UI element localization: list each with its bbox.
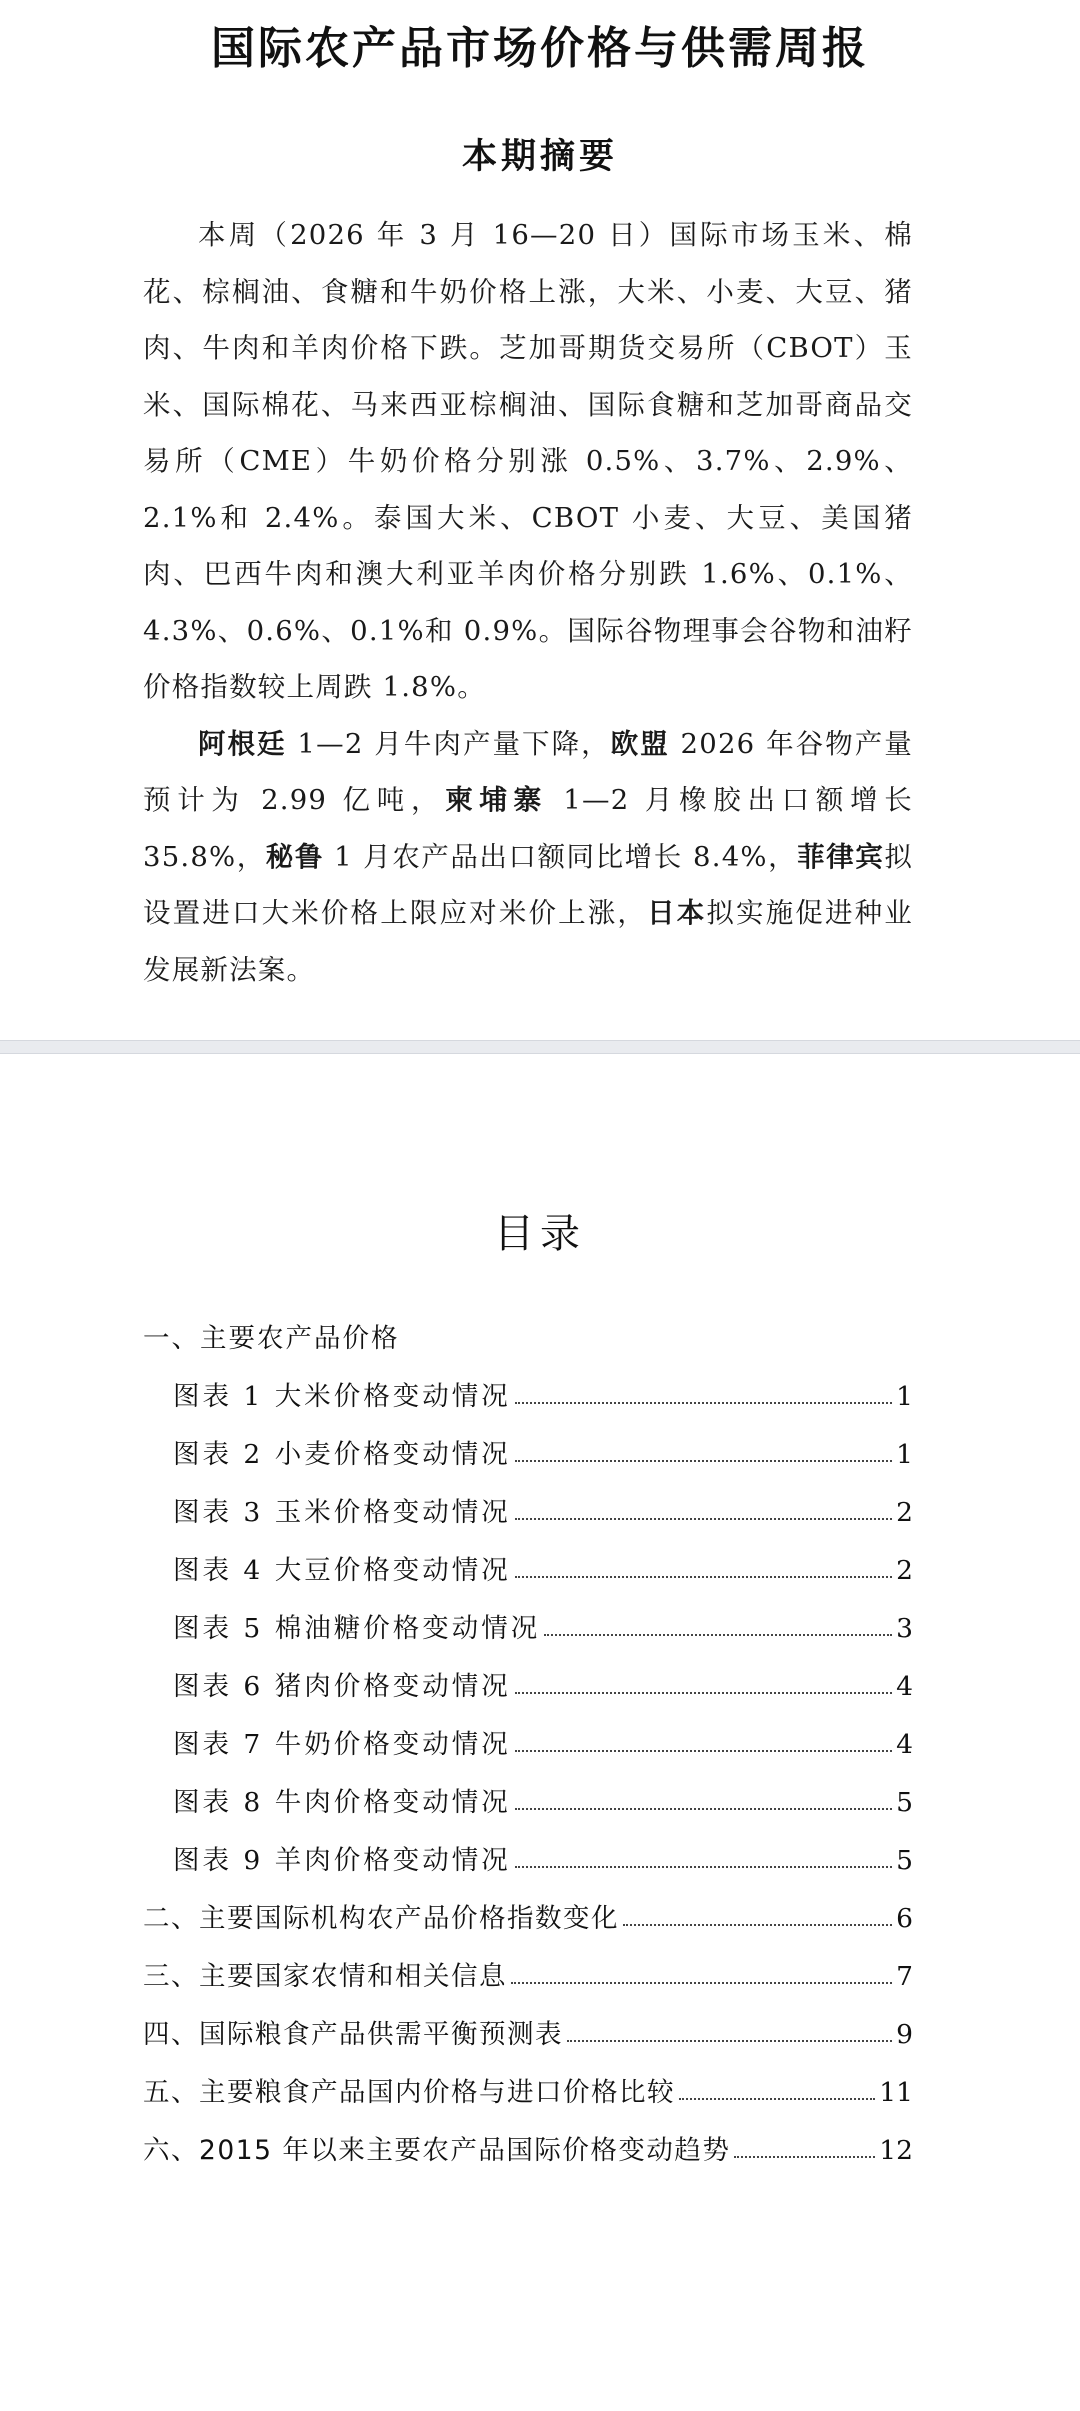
toc-leader: [734, 2156, 875, 2158]
toc-leader: [515, 1692, 892, 1694]
toc-page-number: 5: [896, 1845, 913, 1876]
toc-figure-1[interactable]: [143, 1368, 913, 1426]
toc-leader: [515, 1808, 892, 1810]
text-argentina: 1—2 月牛肉产量下降，: [286, 727, 611, 760]
toc-figure-8[interactable]: [143, 1774, 913, 1832]
page-separator: [0, 1040, 1080, 1054]
toc-page-number: 1: [896, 1439, 913, 1470]
toc-section-3[interactable]: [143, 1948, 913, 2006]
country-peru: 秘鲁: [265, 840, 324, 873]
table-of-contents: [143, 1310, 913, 2180]
country-eu: 欧盟: [610, 727, 670, 760]
toc-leader: [515, 1402, 892, 1404]
toc-leader: [544, 1634, 892, 1636]
toc-leader: [515, 1518, 892, 1520]
country-cambodia: 柬埔寨: [445, 784, 548, 816]
summary-body: [143, 207, 913, 998]
toc-leader: [511, 1982, 892, 1984]
toc-leader: [567, 2040, 892, 2042]
toc-figure-6[interactable]: [143, 1658, 913, 1716]
toc-entry-label: 图表 4 大豆价格变动情况: [173, 1555, 511, 1586]
toc-figure-4[interactable]: [143, 1542, 913, 1600]
toc-entry-label: 图表 9 羊肉价格变动情况: [173, 1845, 511, 1876]
summary-paragraph-1: 本周（2026 年 3 月 16—20 日）国际市场玉米、棉花、棕榈油、食糖和牛奶价格上涨，大米、小麦、大豆、猪肉、牛肉和羊肉价格下跌。芝加哥期货交易所（CBOT）玉米、国际棉花、马来西亚棕榈油、国际食糖和芝加哥商品交易所（CME）牛奶价格分别涨 0.5%、3.7%、2.9%、2.1%和 2.4%。泰国大米、CBOT 小麦、大豆、美国猪肉、巴西牛肉和澳大利亚羊肉价格分别跌 1.6%、0.1%、4.3%、0.6%、0.1%和 0.9%。国际谷物理事会谷物和油籽价格指数较上周跌 1.8%。: [143, 219, 913, 703]
toc-entry-label: 图表 3 玉米价格变动情况: [173, 1497, 511, 1528]
toc-page-number: 11: [879, 2077, 913, 2108]
toc-entry-label: 图表 5 棉油糖价格变动情况: [173, 1613, 541, 1644]
toc-entry-label: 图表 1 大米价格变动情况: [173, 1381, 511, 1412]
country-japan: 日本: [647, 897, 707, 929]
toc-page-number: 3: [896, 1613, 913, 1644]
toc-leader: [679, 2098, 875, 2100]
toc-leader: [515, 1750, 892, 1752]
country-argentina: 阿根廷: [198, 727, 287, 760]
toc-page-number: 7: [896, 1961, 913, 1992]
toc-entry-label: 图表 2 小麦价格变动情况: [173, 1439, 511, 1470]
toc-entry-label: 六、2015 年以来主要农产品国际价格变动趋势: [143, 2135, 731, 2166]
toc-figure-5[interactable]: [143, 1600, 913, 1658]
toc-page-number: 4: [896, 1729, 913, 1760]
toc-section-5[interactable]: [143, 2064, 913, 2122]
toc-page-number: 9: [896, 2019, 913, 2050]
toc-entry-label: 图表 8 牛肉价格变动情况: [173, 1787, 511, 1818]
toc-figure-3[interactable]: [143, 1484, 913, 1542]
toc-entry-label: 五、主要粮食产品国内价格与进口价格比较: [143, 2077, 675, 2108]
toc-entry-label: 二、主要国际机构农产品价格指数变化: [143, 1903, 619, 1934]
toc-section-6[interactable]: [143, 2122, 913, 2180]
toc-page-number: 6: [896, 1903, 913, 1934]
toc-section-2[interactable]: [143, 1890, 913, 1948]
toc-leader: [515, 1460, 892, 1462]
toc-page-number: 12: [879, 2135, 913, 2166]
text-eu: 2026 年谷物产量预计为 2.99 亿吨，: [143, 727, 914, 816]
toc-title: 目录: [494, 1211, 586, 1257]
toc-entry-label: 四、国际粮食产品供需平衡预测表: [143, 2019, 563, 2050]
toc-entry-label: 图表 7 牛奶价格变动情况: [173, 1729, 511, 1760]
toc-entry-label: 三、主要国家农情和相关信息: [143, 1961, 507, 1992]
text-peru: 1 月农产品出口额同比增长 8.4%，: [323, 840, 798, 873]
toc-figure-9[interactable]: [143, 1832, 913, 1890]
toc-entry-label: 图表 6 猪肉价格变动情况: [173, 1671, 511, 1702]
toc-leader: [515, 1576, 892, 1578]
text-japan: 拟实施促进种业发展新法案。: [143, 897, 913, 986]
toc-page-number: 2: [896, 1555, 913, 1586]
toc-figure-7[interactable]: [143, 1716, 913, 1774]
toc-page-number: 2: [896, 1497, 913, 1528]
toc-page-number: 4: [896, 1671, 913, 1702]
toc-section-4[interactable]: [143, 2006, 913, 2064]
toc-leader: [515, 1866, 892, 1868]
toc-page-number: 1: [896, 1381, 913, 1412]
text-philippines: 拟设置进口大米价格上限应对米价上涨，: [143, 840, 914, 929]
country-philippines: 菲律宾: [797, 840, 885, 873]
toc-section-1[interactable]: 一、主要农产品价格: [143, 1323, 400, 1354]
summary-heading: 本期摘要: [461, 136, 618, 177]
document-title: 国际农产品市场价格与供需周报: [211, 23, 869, 74]
toc-figure-2[interactable]: [143, 1426, 913, 1484]
toc-leader: [623, 1924, 892, 1926]
toc-page-number: 5: [896, 1787, 913, 1818]
text-cambodia: 1—2 月橡胶出口额增长 35.8%，: [143, 784, 914, 873]
summary-paragraph-2: [143, 716, 913, 999]
